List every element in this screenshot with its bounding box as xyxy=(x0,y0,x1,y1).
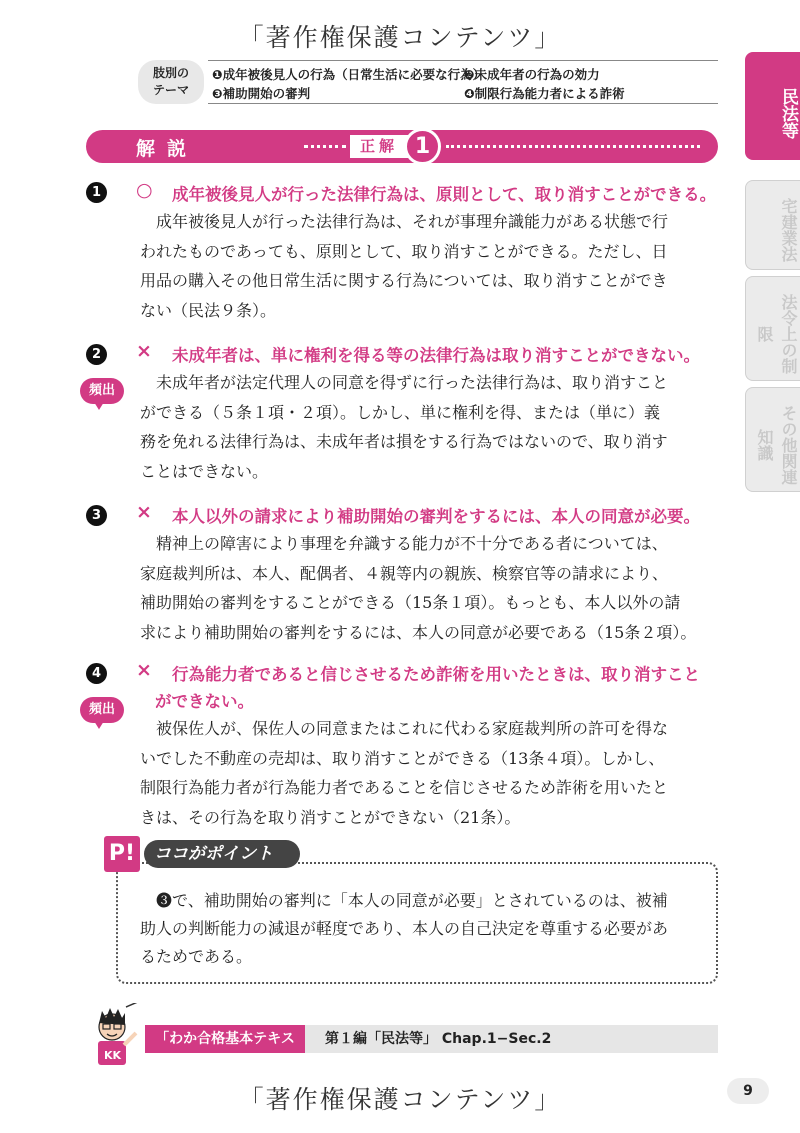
incorrect-mark: × xyxy=(136,659,152,681)
theme-item: ❹制限行為能力者による詐術 xyxy=(464,86,625,101)
badge-label: 頻出 xyxy=(80,697,124,723)
item-number: 1 xyxy=(86,182,107,203)
divider xyxy=(304,145,346,148)
item-number: 3 xyxy=(86,505,107,526)
text-line: われたものであっても、原則として、取り消すことができる。ただし、日 xyxy=(140,241,668,261)
item-headline: 未成年者は、単に権利を得る等の法律行為は取り消すことができない。 xyxy=(172,346,700,365)
badge-tail xyxy=(94,721,104,729)
side-tab-label: 宅建業法 xyxy=(779,198,798,262)
text-line: 求により補助開始の審判をするには、本人の同意が必要である（15条２項）。 xyxy=(140,622,697,642)
answer-number: 1 xyxy=(404,128,441,165)
item-explanation xyxy=(140,714,668,832)
frequent-badge xyxy=(80,378,126,412)
text-line: ない（民法９条）。 xyxy=(140,300,277,320)
side-tab-label: 民法等 xyxy=(778,87,798,139)
text-line: 未成年者が法定代理人の同意を得ずに行った法律行為は、取り消すこと xyxy=(156,373,669,392)
text-line: 精神上の障害により事理を弁識する能力が不十分である者については、 xyxy=(156,534,668,553)
reference-book: 「わか合格基本テキスト」 xyxy=(145,1025,305,1053)
item-explanation xyxy=(140,368,668,486)
item-explanation xyxy=(140,207,668,325)
text-line: 用品の購入その他日常生活に関する行為については、取り消すことができ xyxy=(140,271,668,291)
side-tab-minpo[interactable] xyxy=(745,52,800,160)
item-headline: 本人以外の請求により補助開始の審判をするには、本人の同意が必要。 xyxy=(172,507,700,526)
answer-label: 正解 xyxy=(350,135,408,158)
text-line: きは、その行為を取り消すことができない（21条）。 xyxy=(140,807,521,827)
theme-label-line1: 肢別の xyxy=(152,66,189,80)
banner-title: 解説 xyxy=(136,138,199,160)
theme-item: ❸補助開始の審判 xyxy=(212,86,311,101)
text-line: いでした不動産の売却は、取り消すことができる（13条４項）。しかし、 xyxy=(140,748,665,768)
item-headline-continued: ができない。 xyxy=(155,692,254,711)
text-line: ことはできない。 xyxy=(140,461,269,481)
watermark-bottom: 「著作権保護コンテンツ」 xyxy=(238,1085,562,1114)
correct-mark: ○ xyxy=(136,179,153,201)
side-tab-label: 法令上の制限 xyxy=(755,293,798,374)
frequent-badge xyxy=(80,697,126,731)
badge-tail xyxy=(94,402,104,410)
badge-label: 頻出 xyxy=(80,378,124,404)
theme-label xyxy=(138,60,204,104)
reference-location: 第１編「民法等」 Chap.1−Sec.2 xyxy=(325,1031,552,1047)
text-line: 制限行為能力者が行為能力者であることを信じさせるため詐術を用いたと xyxy=(140,778,669,798)
item-number: 2 xyxy=(86,344,107,365)
incorrect-mark: × xyxy=(136,340,152,362)
theme-block xyxy=(138,60,718,104)
theme-label-line2: テーマ xyxy=(152,83,189,97)
text-line: 助人の判断能力の減退が軽度であり、本人の自己決定を尊重する必要があ xyxy=(140,919,669,938)
item-number: 4 xyxy=(86,663,107,684)
teacher-mascot-icon xyxy=(86,1003,142,1067)
item-explanation xyxy=(140,529,696,647)
side-tab-takken[interactable] xyxy=(745,180,800,270)
page-number: 9 xyxy=(727,1078,769,1104)
text-line: るためである。 xyxy=(140,947,253,966)
text-line: 被保佐人が、保佐人の同意またはこれに代わる家庭裁判所の許可を得な xyxy=(156,719,669,738)
text-line: 務を免れる法律行為は、未成年者は損をする行為ではないので、取り消す xyxy=(140,432,668,452)
text-line: 成年被後見人が行った法律行為は、それが事理弁識能力がある状態で行 xyxy=(156,212,669,231)
side-tab-label: その他関連知識 xyxy=(755,404,798,485)
point-icon: P! xyxy=(104,836,140,872)
text-line: ❸で、補助開始の審判に「本人の同意が必要」とされているのは、被補 xyxy=(156,891,668,910)
point-label: ココがポイント xyxy=(144,840,300,868)
side-tab-hourei[interactable] xyxy=(745,276,800,381)
divider xyxy=(208,60,718,61)
watermark-top: 「著作権保護コンテンツ」 xyxy=(238,23,562,52)
theme-item: ❷未成年者の行為の効力 xyxy=(464,67,600,82)
text-line: 家庭裁判所は、本人、配偶者、４親等内の親族、検察官等の請求により、 xyxy=(140,563,669,583)
divider xyxy=(446,145,700,148)
divider xyxy=(208,103,718,104)
svg-text:KK: KK xyxy=(104,1049,122,1062)
explanation-banner xyxy=(86,130,718,163)
text-line: 補助開始の審判をすることができる（15条１項）。もっとも、本人以外の請 xyxy=(140,593,681,613)
point-header xyxy=(104,836,300,872)
point-text xyxy=(140,887,668,971)
reference-bar xyxy=(145,1025,718,1075)
side-tab-sonota[interactable] xyxy=(745,387,800,492)
incorrect-mark: × xyxy=(136,501,152,523)
item-headline: 成年被後見人が行った法律行為は、原則として、取り消すことができる。 xyxy=(172,185,717,204)
theme-item: ❶成年被後見人の行為（日常生活に必要な行為） xyxy=(212,67,486,82)
item-headline: 行為能力者であると信じさせるため詐術を用いたときは、取り消すこと xyxy=(172,665,700,684)
text-line: ができる（５条１項・２項）。しかし、単に権利を得、または（単に）義 xyxy=(140,402,661,422)
